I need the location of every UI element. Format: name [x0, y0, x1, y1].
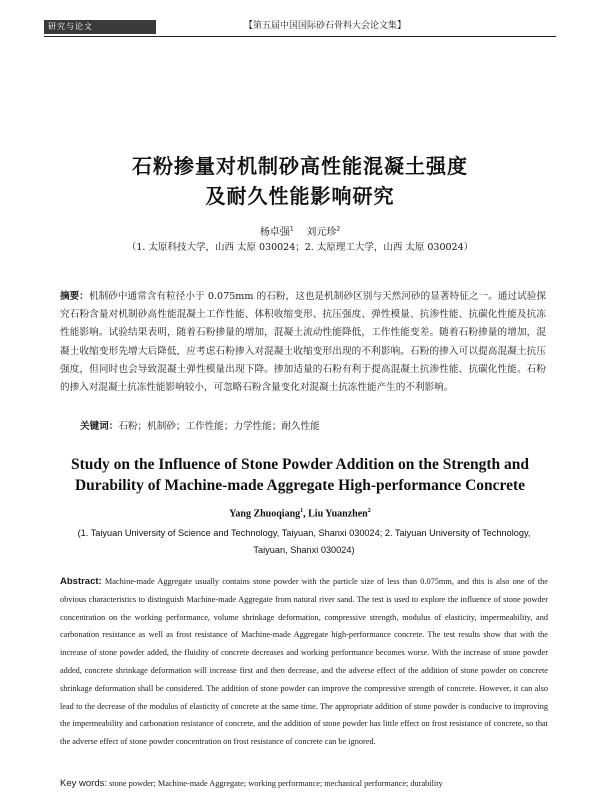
english-abstract-label: Abstract: [60, 576, 102, 587]
chinese-title-line-2: 及耐久性能影响研究 [205, 184, 395, 208]
english-author-2: Liu Yuanzhen [308, 508, 368, 520]
english-affiliation: (1. Taiyuan University of Science and Technology, Taiyuan, Shanxi 030024; 2. Taiyuan University of Technology, Taiyuan, Shanxi 030024) [77, 528, 531, 555]
english-abstract [60, 573, 548, 751]
english-title-line-1: Study on the Influence of Stone Powder Addition on the Strength and [70, 456, 530, 473]
english-author-1-sup: 1 [300, 508, 304, 514]
journal-title: 【第五届中国国际砂石骨料大会论文集】 [244, 21, 407, 31]
running-header [44, 14, 556, 37]
chinese-keywords-label: 关键词： [80, 421, 119, 432]
chinese-abstract-label: 摘要： [60, 291, 89, 302]
english-keywords-label: Key words: [60, 778, 107, 789]
chinese-keywords [80, 418, 550, 432]
chinese-abstract-text: 机制砂中通常含有粒径小于 0.075mm 的石粉，这也是机制砂区别与天然河砂的显著特征之一。通过试验探究石粉含量对机制砂高性能混凝土工作性能、体积收缩变形、抗压强度、弹性模量、抗渗性能、抗碳化性能及抗冻性能影响。试验结果表明，随着石粉掺量的增加，混凝土流动性能降低，工作性能变差。随着石粉掺量的增加，混凝土收缩变形先增大后降低，应考虑石粉掺入对混凝土收缩变形出现的不利影响。石粉的掺入可以提高混凝土抗压强度，但同时也会导致混凝土弹性模量出现下降。掺加适量的石粉有利于提高混凝土抗渗性能、抗碳化性能。石粉的掺入对混凝土抗冻性能影响较小，可忽略石粉含量变化对混凝土抗冻性能产生的不利影响。 [60, 291, 546, 394]
english-keywords-text: stone powder; Machine-made Aggregate; working performance; mechanical performance; durability [109, 779, 443, 788]
english-abstract-text: Machine-made Aggregate usually contains stone powder with the particle size of less than 0.075mm, and this is also one of the obvious characteristics to distinguish Machine-made Aggregate from natural river sand. The test is used to explore the influence of stone powder concentration on the working performance, volume shrinkage deformation, compressive strength, modulus of elasticity, impermeability, and carbonation resistance as well as frost resistance of Machine-made Aggregate high-performance concrete. The test results show that with the increase of stone powder added, the fluidity of concrete decreases and working performance becomes worse. With the increase of stone powder added, concrete shrinkage deformation will increase first and then decrease, and the adverse effect of the addition of stone powder on concrete shrinkage deformation shall be considered. The addition of stone powder can improve the compressive strength of concrete. However, it can also lead to the decrease of the modulus of elasticity of concrete at the same time. The appropriate addition of stone powder is conducive to improving the impermeability and carbonation resistance of concrete, and the addition of stone powder has little effect on frost resistance of concrete, so that the adverse effect of stone powder concentration on frost resistance of concrete can be ignored. [60, 577, 548, 747]
chinese-authors [0, 223, 600, 238]
english-keywords [60, 778, 548, 789]
section-tag: 研究与论文 [44, 20, 156, 34]
english-author-2-sup: 2 [367, 508, 371, 514]
english-author-separator: , [303, 508, 309, 520]
chinese-author-2-sup: 2 [336, 225, 341, 233]
english-title-line-2: Durability of Machine-made Aggregate High-performance Concrete [74, 477, 526, 494]
chinese-keywords-text: 石粉；机制砂；工作性能；力学性能；耐久性能 [118, 421, 320, 432]
english-authors [0, 508, 600, 519]
chinese-author-1-sup: 1 [289, 225, 294, 233]
chinese-author-1: 杨卓强 [259, 227, 290, 238]
english-author-1: Yang Zhuoqiang [229, 508, 301, 520]
chinese-author-2: 刘元珍 [306, 227, 337, 238]
chinese-title-line-1: 石粉掺量对机制砂高性能混凝土强度 [132, 154, 468, 178]
chinese-affiliation: （1. 太原科技大学，山西 太原 030024；2. 太原理工大学，山西 太原 030024） [126, 242, 474, 253]
chinese-abstract [60, 288, 546, 397]
